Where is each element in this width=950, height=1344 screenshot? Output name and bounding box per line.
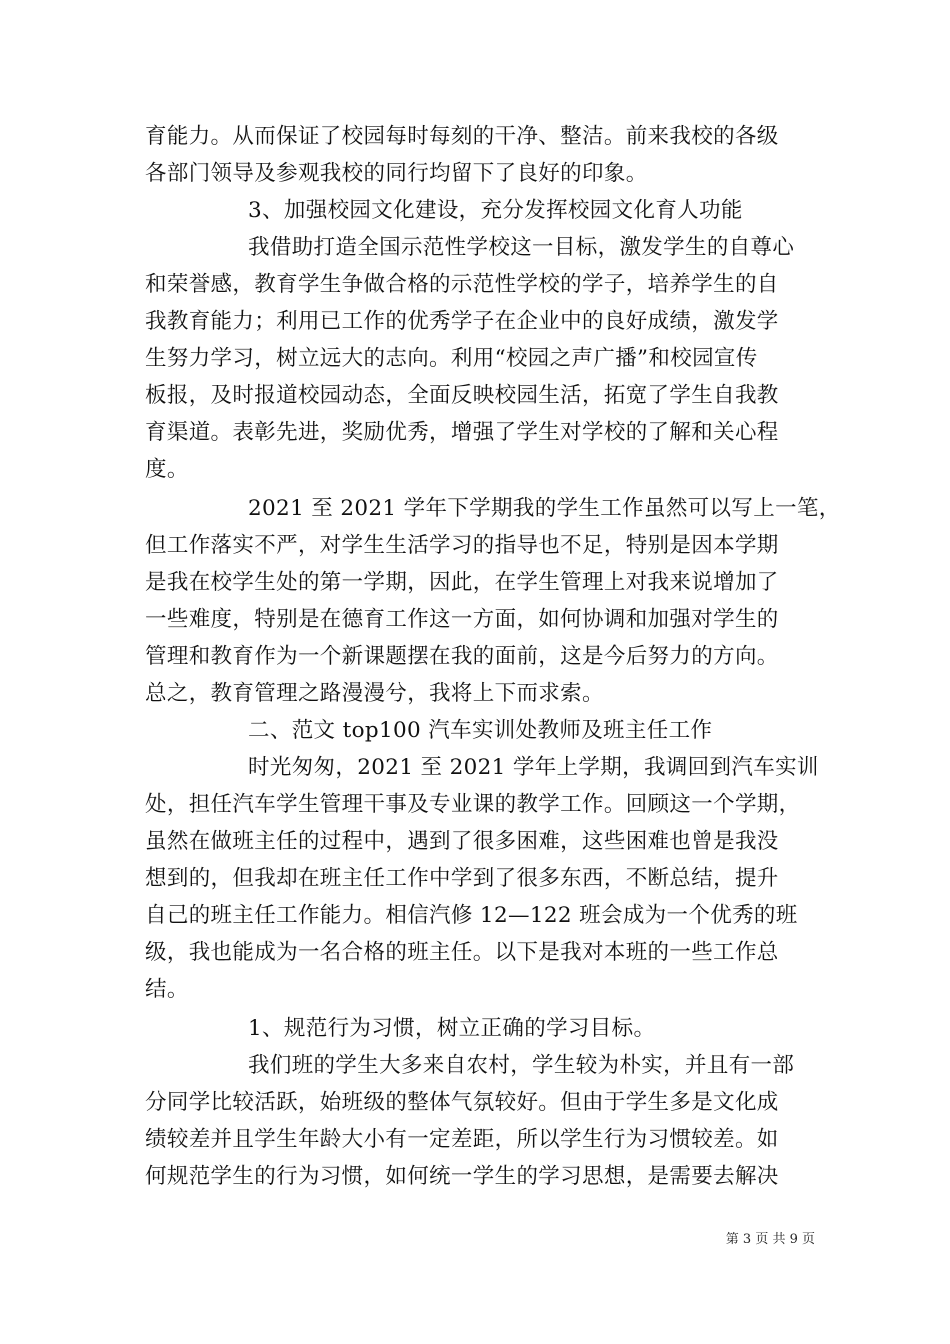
text-line-18: 时光匆匆，2021 至 2021 学年上学期，我调回到汽车实训 — [248, 755, 819, 780]
text-line-22: 自己的班主任工作能力。相信汽修 12—122 班会成为一个优秀的班 — [145, 903, 798, 928]
text-line-11: 2021 至 2021 学年下学期我的学生工作虽然可以写上一笔， — [248, 496, 841, 521]
text-line-02: 各部门领导及参观我校的同行均留下了良好的印象。 — [145, 161, 648, 186]
text-line-14: 一些难度，特别是在德育工作这一方面，如何协调和加强对学生的 — [145, 607, 779, 632]
text-line-04: 我借助打造全国示范性学校这一目标，激发学生的自尊心 — [248, 235, 795, 260]
text-line-08: 板报，及时报道校园动态，全面反映校园生活，拓宽了学生自我教 — [145, 383, 779, 408]
text-line-05: 和荣誉感，教育学生争做合格的示范性学校的学子，培养学生的自 — [145, 272, 779, 297]
text-line-13: 是我在校学生处的第一学期，因此，在学生管理上对我来说增加了 — [145, 570, 779, 595]
section-heading-1: 1、规范行为习惯，树立正确的学习目标。 — [248, 1016, 656, 1041]
text-line-01: 育能力。从而保证了校园每时每刻的干净、整洁。前来我校的各级 — [145, 124, 779, 149]
text-line-09: 育渠道。表彰先进，奖励优秀，增强了学生对学校的了解和关心程 — [145, 420, 779, 445]
text-line-24: 结。 — [145, 977, 189, 1002]
section-heading-two: 二、范文 top100 汽车实训处教师及班主任工作 — [248, 718, 713, 743]
text-line-06: 我教育能力；利用已工作的优秀学子在企业中的良好成绩，激发学 — [145, 309, 779, 334]
text-line-20: 虽然在做班主任的过程中，遇到了很多困难，这些困难也曾是我没 — [145, 829, 779, 854]
section-heading-3: 3、加强校园文化建设，充分发挥校园文化育人功能 — [248, 198, 743, 223]
text-line-15: 管理和教育作为一个新课题摆在我的面前，这是今后努力的方向。 — [145, 644, 779, 669]
text-line-10: 度。 — [145, 457, 189, 482]
text-line-21: 想到的，但我却在班主任工作中学到了很多东西，不断总结，提升 — [145, 866, 779, 891]
text-line-27: 分同学比较活跃，始班级的整体气氛较好。但由于学生多是文化成 — [145, 1090, 779, 1115]
text-line-29: 何规范学生的行为习惯，如何统一学生的学习思想，是需要去解决 — [145, 1164, 779, 1189]
text-line-26: 我们班的学生大多来自农村，学生较为朴实，并且有一部 — [248, 1053, 795, 1078]
page-number-footer: 第 3 页 共 9 页 — [725, 1232, 815, 1247]
text-line-19: 处，担任汽车学生管理干事及专业课的教学工作。回顾这一个学期， — [145, 792, 801, 817]
text-line-07: 生努力学习，树立远大的志向。利用“校园之声广播”和校园宣传 — [145, 346, 758, 371]
text-line-23: 级，我也能成为一名合格的班主任。以下是我对本班的一些工作总 — [145, 940, 779, 965]
text-line-16: 总之，教育管理之路漫漫兮，我将上下而求索。 — [145, 681, 604, 706]
text-line-12: 但工作落实不严，对学生生活学习的指导也不足，特别是因本学期 — [145, 533, 779, 558]
text-line-28: 绩较差并且学生年龄大小有一定差距，所以学生行为习惯较差。如 — [145, 1127, 779, 1152]
